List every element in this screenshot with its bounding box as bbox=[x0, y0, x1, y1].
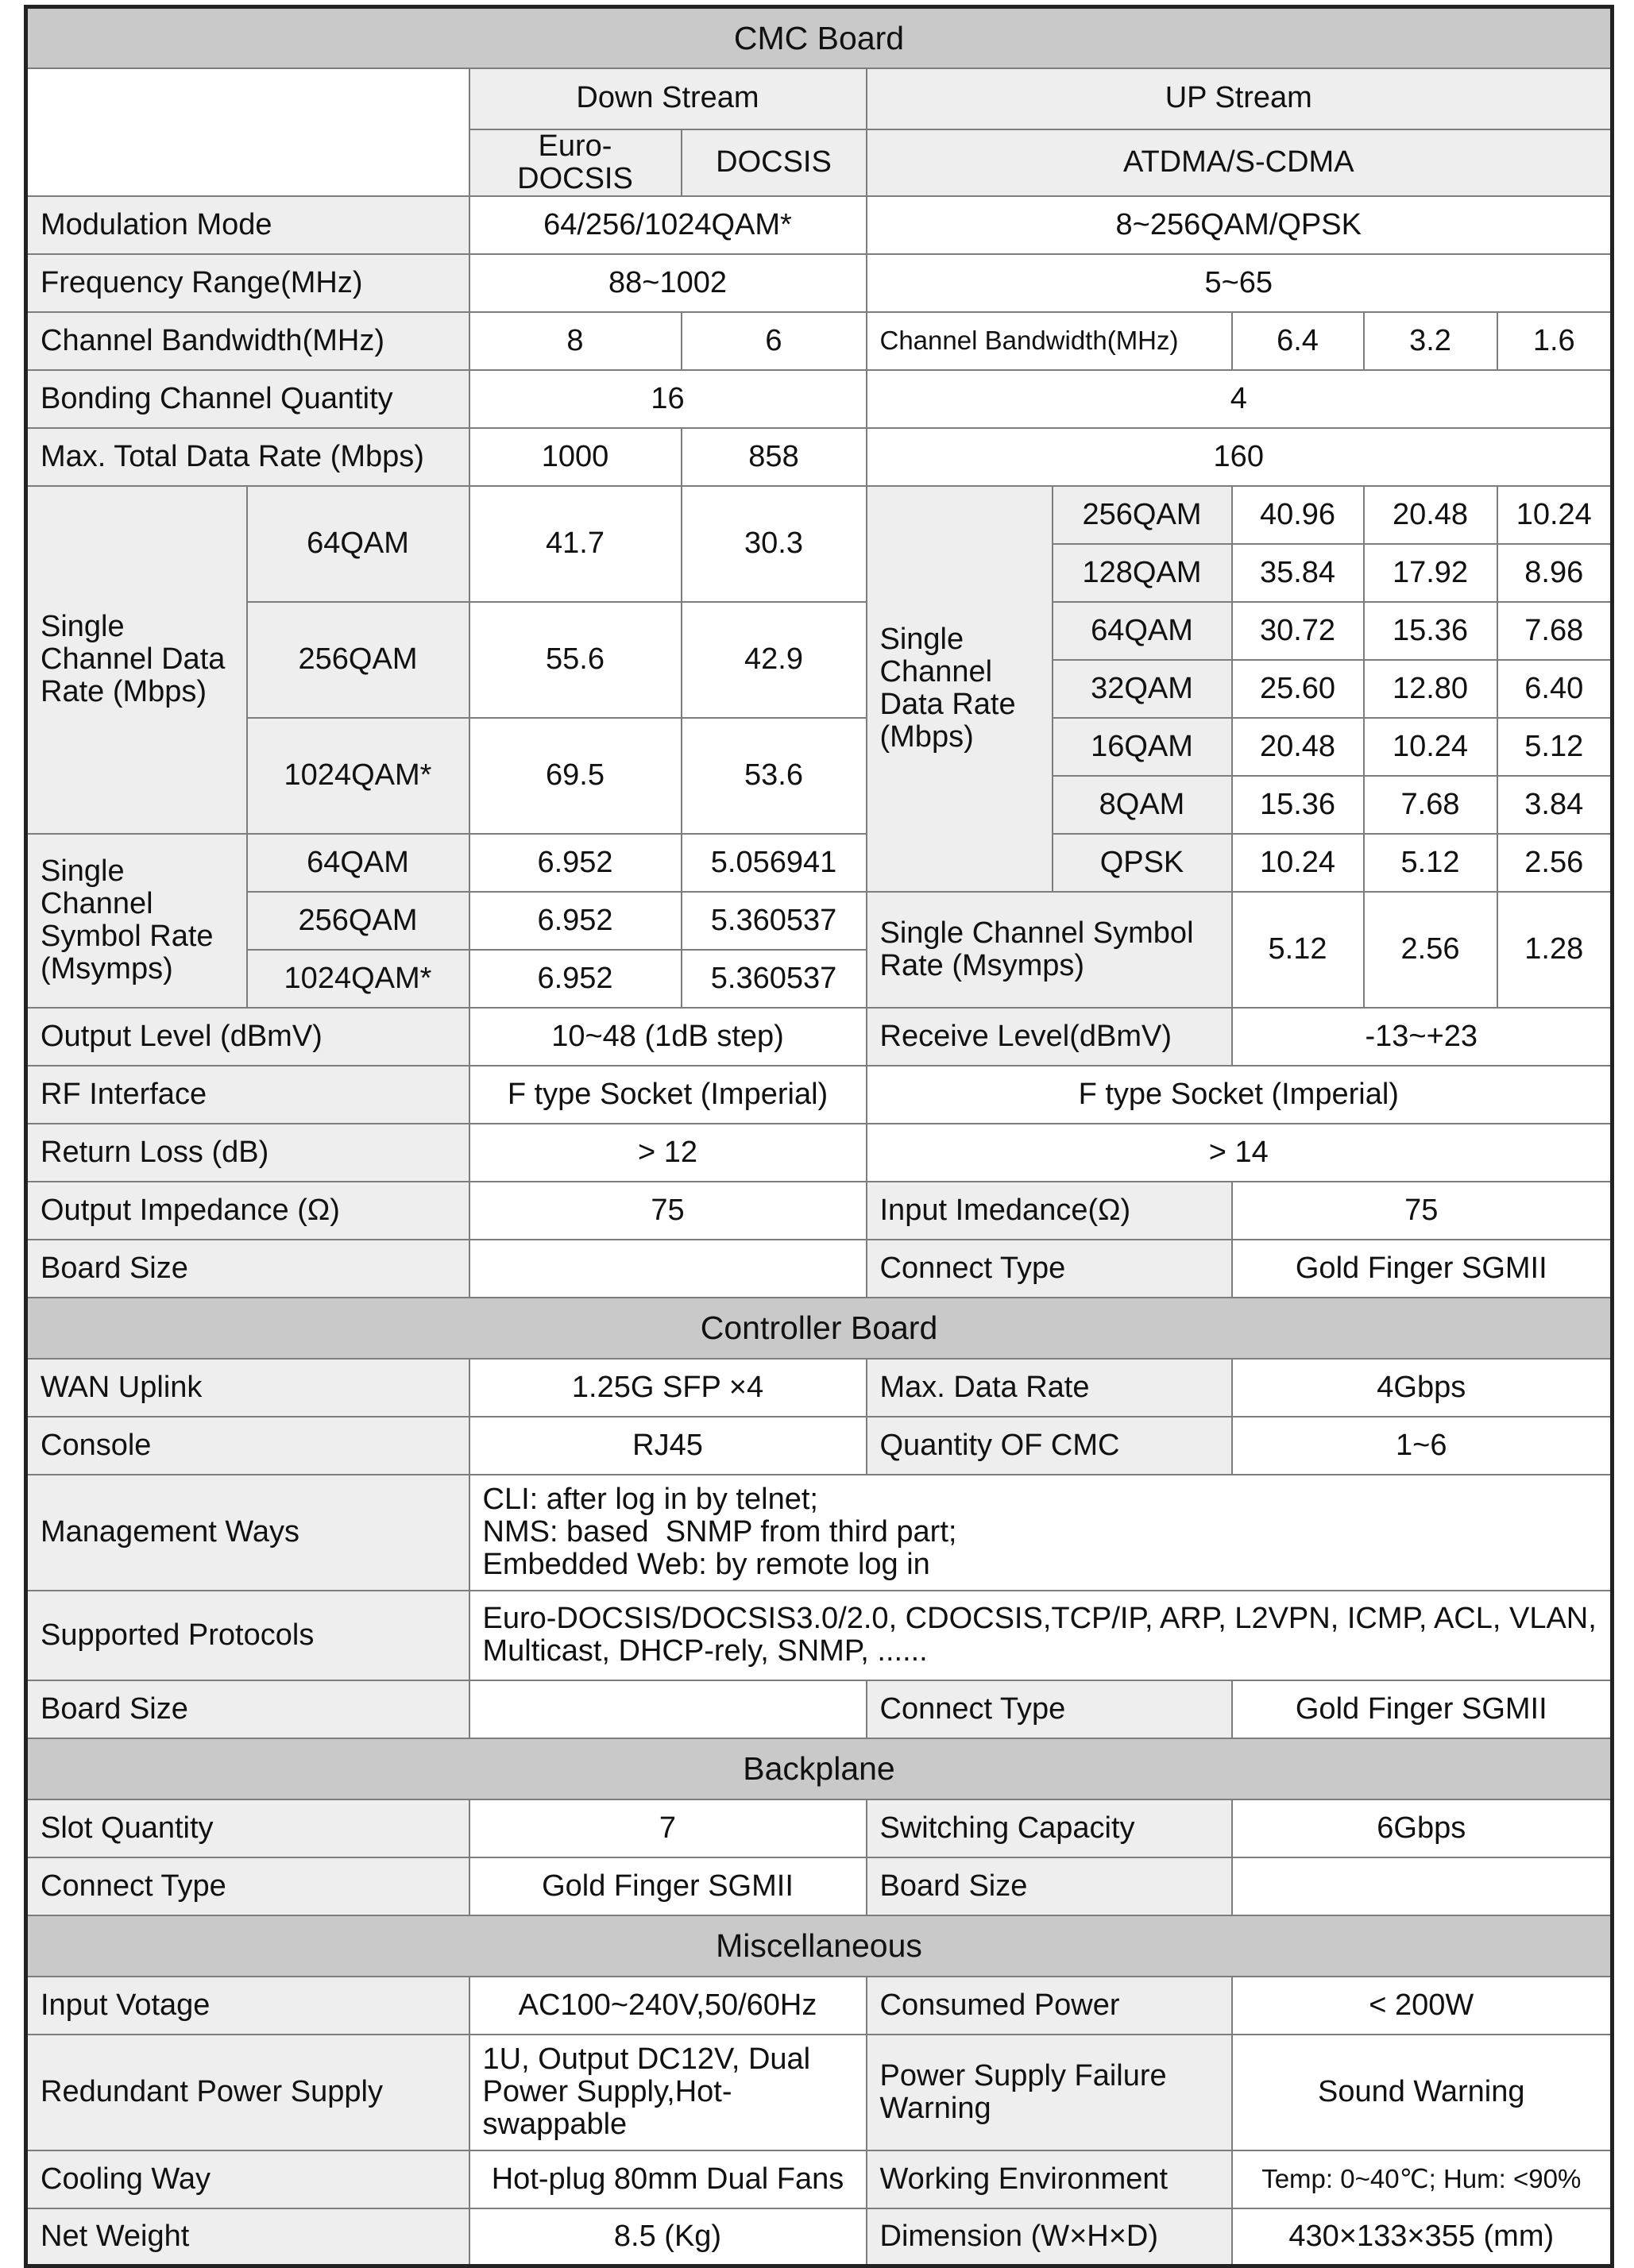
us-data-mod: QPSK bbox=[1053, 834, 1232, 892]
us-data-value: 8.96 bbox=[1497, 544, 1613, 602]
us-data-value: 2.56 bbox=[1497, 834, 1613, 892]
value-bandwidth-euro: 8 bbox=[469, 312, 682, 370]
value-output-impedance: 75 bbox=[469, 1182, 867, 1240]
label-input-impedance: Input Imedance(Ω) bbox=[867, 1182, 1232, 1240]
us-data-mod: 8QAM bbox=[1053, 776, 1232, 834]
label-redundant-power: Redundant Power Supply bbox=[26, 2035, 469, 2150]
us-symbol-value: 2.56 bbox=[1364, 892, 1497, 1008]
value-max-rate-docsis: 858 bbox=[682, 428, 867, 486]
label-output-impedance: Output Impedance (Ω) bbox=[26, 1182, 469, 1240]
label-backplane-board-size: Board Size bbox=[867, 1857, 1232, 1915]
label-slot-quantity: Slot Quantity bbox=[26, 1799, 469, 1857]
label-output-level: Output Level (dBmV) bbox=[26, 1008, 469, 1066]
value-cooling: Hot-plug 80mm Dual Fans bbox=[469, 2150, 867, 2208]
corner-blank bbox=[26, 68, 469, 196]
label-controller-board-size: Board Size bbox=[26, 1680, 469, 1738]
us-data-mod: 128QAM bbox=[1053, 544, 1232, 602]
us-data-value: 17.92 bbox=[1364, 544, 1497, 602]
value-max-rate-euro: 1000 bbox=[469, 428, 682, 486]
label-input-voltage: Input Votage bbox=[26, 1977, 469, 2035]
management-line: CLI: after log in by telnet; bbox=[482, 1483, 818, 1517]
value-power-failure: Sound Warning bbox=[1232, 2035, 1613, 2150]
label-bonding: Bonding Channel Quantity bbox=[26, 370, 469, 428]
label-net-weight: Net Weight bbox=[26, 2208, 469, 2266]
us-symbol-value: 5.12 bbox=[1232, 892, 1364, 1008]
label-receive-level: Receive Level(dBmV) bbox=[867, 1008, 1232, 1066]
label-board-size: Board Size bbox=[26, 1240, 469, 1298]
ds-symbol-mod: 256QAM bbox=[247, 892, 469, 950]
value-bandwidth-up-3: 1.6 bbox=[1497, 312, 1613, 370]
value-working-environment: Temp: 0~40℃; Hum: <90% bbox=[1232, 2150, 1613, 2208]
management-line: NMS: based SNMP from third part; bbox=[482, 1515, 957, 1549]
label-management: Management Ways bbox=[26, 1475, 469, 1591]
us-symbol-value: 1.28 bbox=[1497, 892, 1613, 1008]
value-max-rate-up: 160 bbox=[867, 428, 1613, 486]
label-bandwidth: Channel Bandwidth(MHz) bbox=[26, 312, 469, 370]
us-data-mod: 64QAM bbox=[1053, 602, 1232, 660]
header-docsis: DOCSIS bbox=[682, 129, 867, 196]
value-quantity-cmc: 1~6 bbox=[1232, 1417, 1613, 1475]
value-bonding-up: 4 bbox=[867, 370, 1613, 428]
value-receive-level: -13~+23 bbox=[1232, 1008, 1613, 1066]
header-atdma: ATDMA/S-CDMA bbox=[867, 129, 1613, 196]
label-consumed-power: Consumed Power bbox=[867, 1977, 1232, 2035]
label-return-loss: Return Loss (dB) bbox=[26, 1124, 469, 1182]
ds-symbol-euro: 6.952 bbox=[469, 892, 682, 950]
ds-symbol-mod: 64QAM bbox=[247, 834, 469, 892]
label-dimension: Dimension (W×H×D) bbox=[867, 2208, 1232, 2266]
ds-data-euro: 69.5 bbox=[469, 718, 682, 834]
ds-data-mod: 1024QAM* bbox=[247, 718, 469, 834]
label-power-failure: Power Supply Failure Warning bbox=[867, 2035, 1232, 2150]
value-modulation-up: 8~256QAM/QPSK bbox=[867, 196, 1613, 254]
us-data-value: 10.24 bbox=[1364, 718, 1497, 776]
ds-data-mod: 256QAM bbox=[247, 602, 469, 718]
spec-table bbox=[24, 5, 1614, 2268]
management-line: Embedded Web: by remote log in bbox=[482, 1548, 930, 1582]
label-switching-capacity: Switching Capacity bbox=[867, 1799, 1232, 1857]
value-controller-board-size bbox=[469, 1680, 867, 1738]
value-redundant-power: 1U, Output DC12V, Dual Power Supply,Hot-swappable bbox=[469, 2035, 867, 2150]
us-data-value: 6.40 bbox=[1497, 660, 1613, 718]
ds-data-docsis: 53.6 bbox=[682, 718, 867, 834]
us-data-value: 12.80 bbox=[1364, 660, 1497, 718]
us-data-value: 15.36 bbox=[1364, 602, 1497, 660]
label-quantity-cmc: Quantity OF CMC bbox=[867, 1417, 1232, 1475]
value-modulation-down: 64/256/1024QAM* bbox=[469, 196, 867, 254]
label-rf-interface: RF Interface bbox=[26, 1066, 469, 1124]
us-data-value: 3.84 bbox=[1497, 776, 1613, 834]
us-data-value: 40.96 bbox=[1232, 486, 1364, 544]
section-cmc-board: CMC Board bbox=[26, 7, 1613, 68]
value-rf-down: F type Socket (Imperial) bbox=[469, 1066, 867, 1124]
value-return-loss-up: > 14 bbox=[867, 1124, 1613, 1182]
value-console: RJ45 bbox=[469, 1417, 867, 1475]
value-max-data-rate: 4Gbps bbox=[1232, 1359, 1613, 1417]
label-controller-connect: Connect Type bbox=[867, 1680, 1232, 1738]
ds-data-euro: 55.6 bbox=[469, 602, 682, 718]
us-data-value: 25.60 bbox=[1232, 660, 1364, 718]
ds-symbol-docsis: 5.056941 bbox=[682, 834, 867, 892]
section-controller-board: Controller Board bbox=[26, 1298, 1613, 1359]
value-wan-uplink: 1.25G SFP ×4 bbox=[469, 1359, 867, 1417]
label-working-environment: Working Environment bbox=[867, 2150, 1232, 2208]
value-dimension: 430×133×355 (mm) bbox=[1232, 2208, 1613, 2266]
us-data-value: 20.48 bbox=[1364, 486, 1497, 544]
value-frequency-down: 88~1002 bbox=[469, 254, 867, 312]
us-data-mod: 16QAM bbox=[1053, 718, 1232, 776]
ds-data-docsis: 42.9 bbox=[682, 602, 867, 718]
us-data-value: 10.24 bbox=[1497, 486, 1613, 544]
value-output-level: 10~48 (1dB step) bbox=[469, 1008, 867, 1066]
label-max-data-rate: Max. Data Rate bbox=[867, 1359, 1232, 1417]
value-switching-capacity: 6Gbps bbox=[1232, 1799, 1613, 1857]
label-ds-symbol-rate: Single Channel Symbol Rate (Msymps) bbox=[26, 834, 247, 1008]
value-net-weight: 8.5 (Kg) bbox=[469, 2208, 867, 2266]
value-connect-type: Gold Finger SGMII bbox=[1232, 1240, 1613, 1298]
us-data-mod: 256QAM bbox=[1053, 486, 1232, 544]
us-data-value: 7.68 bbox=[1364, 776, 1497, 834]
us-data-value: 20.48 bbox=[1232, 718, 1364, 776]
value-input-impedance: 75 bbox=[1232, 1182, 1613, 1240]
label-us-symbol-rate: Single Channel Symbol Rate (Msymps) bbox=[867, 892, 1232, 1008]
us-data-mod: 32QAM bbox=[1053, 660, 1232, 718]
ds-symbol-euro: 6.952 bbox=[469, 950, 682, 1008]
value-board-size bbox=[469, 1240, 867, 1298]
value-consumed-power: < 200W bbox=[1232, 1977, 1613, 2035]
us-data-value: 35.84 bbox=[1232, 544, 1364, 602]
ds-symbol-euro: 6.952 bbox=[469, 834, 682, 892]
value-bonding-down: 16 bbox=[469, 370, 867, 428]
value-bandwidth-docsis: 6 bbox=[682, 312, 867, 370]
label-console: Console bbox=[26, 1417, 469, 1475]
ds-symbol-mod: 1024QAM* bbox=[247, 950, 469, 1008]
us-data-value: 5.12 bbox=[1364, 834, 1497, 892]
value-backplane-board-size bbox=[1232, 1857, 1613, 1915]
label-frequency: Frequency Range(MHz) bbox=[26, 254, 469, 312]
label-backplane-connect: Connect Type bbox=[26, 1857, 469, 1915]
value-protocols: Euro-DOCSIS/DOCSIS3.0/2.0, CDOCSIS,TCP/IP, ARP, L2VPN, ICMP, ACL, VLAN, Multicast, DHCP-rely, SNMP, ...... bbox=[469, 1591, 1613, 1680]
us-data-value: 10.24 bbox=[1232, 834, 1364, 892]
value-frequency-up: 5~65 bbox=[867, 254, 1613, 312]
label-bandwidth-up: Channel Bandwidth(MHz) bbox=[867, 312, 1232, 370]
header-up-stream: UP Stream bbox=[867, 68, 1613, 129]
us-data-value: 7.68 bbox=[1497, 602, 1613, 660]
ds-data-euro: 41.7 bbox=[469, 486, 682, 602]
ds-data-mod: 64QAM bbox=[247, 486, 469, 602]
label-max-rate: Max. Total Data Rate (Mbps) bbox=[26, 428, 469, 486]
value-backplane-connect: Gold Finger SGMII bbox=[469, 1857, 867, 1915]
us-data-value: 30.72 bbox=[1232, 602, 1364, 660]
ds-symbol-docsis: 5.360537 bbox=[682, 950, 867, 1008]
value-bandwidth-up-2: 3.2 bbox=[1364, 312, 1497, 370]
label-us-data-rate: Single Channel Data Rate (Mbps) bbox=[867, 486, 1053, 892]
ds-data-docsis: 30.3 bbox=[682, 486, 867, 602]
section-backplane: Backplane bbox=[26, 1738, 1613, 1799]
label-protocols: Supported Protocols bbox=[26, 1591, 469, 1680]
us-data-value: 5.12 bbox=[1497, 718, 1613, 776]
us-data-value: 15.36 bbox=[1232, 776, 1364, 834]
label-ds-data-rate: Single Channel Data Rate (Mbps) bbox=[26, 486, 247, 834]
ds-symbol-docsis: 5.360537 bbox=[682, 892, 867, 950]
label-cooling: Cooling Way bbox=[26, 2150, 469, 2208]
value-input-voltage: AC100~240V,50/60Hz bbox=[469, 1977, 867, 2035]
label-connect-type: Connect Type bbox=[867, 1240, 1232, 1298]
value-controller-connect: Gold Finger SGMII bbox=[1232, 1680, 1613, 1738]
value-rf-up: F type Socket (Imperial) bbox=[867, 1066, 1613, 1124]
header-euro-docsis: Euro-DOCSIS bbox=[469, 129, 682, 196]
value-bandwidth-up-1: 6.4 bbox=[1232, 312, 1364, 370]
value-slot-quantity: 7 bbox=[469, 1799, 867, 1857]
value-return-loss-down: > 12 bbox=[469, 1124, 867, 1182]
header-down-stream: Down Stream bbox=[469, 68, 867, 129]
value-management bbox=[469, 1475, 1613, 1591]
section-miscellaneous: Miscellaneous bbox=[26, 1915, 1613, 1977]
label-modulation: Modulation Mode bbox=[26, 196, 469, 254]
label-wan-uplink: WAN Uplink bbox=[26, 1359, 469, 1417]
